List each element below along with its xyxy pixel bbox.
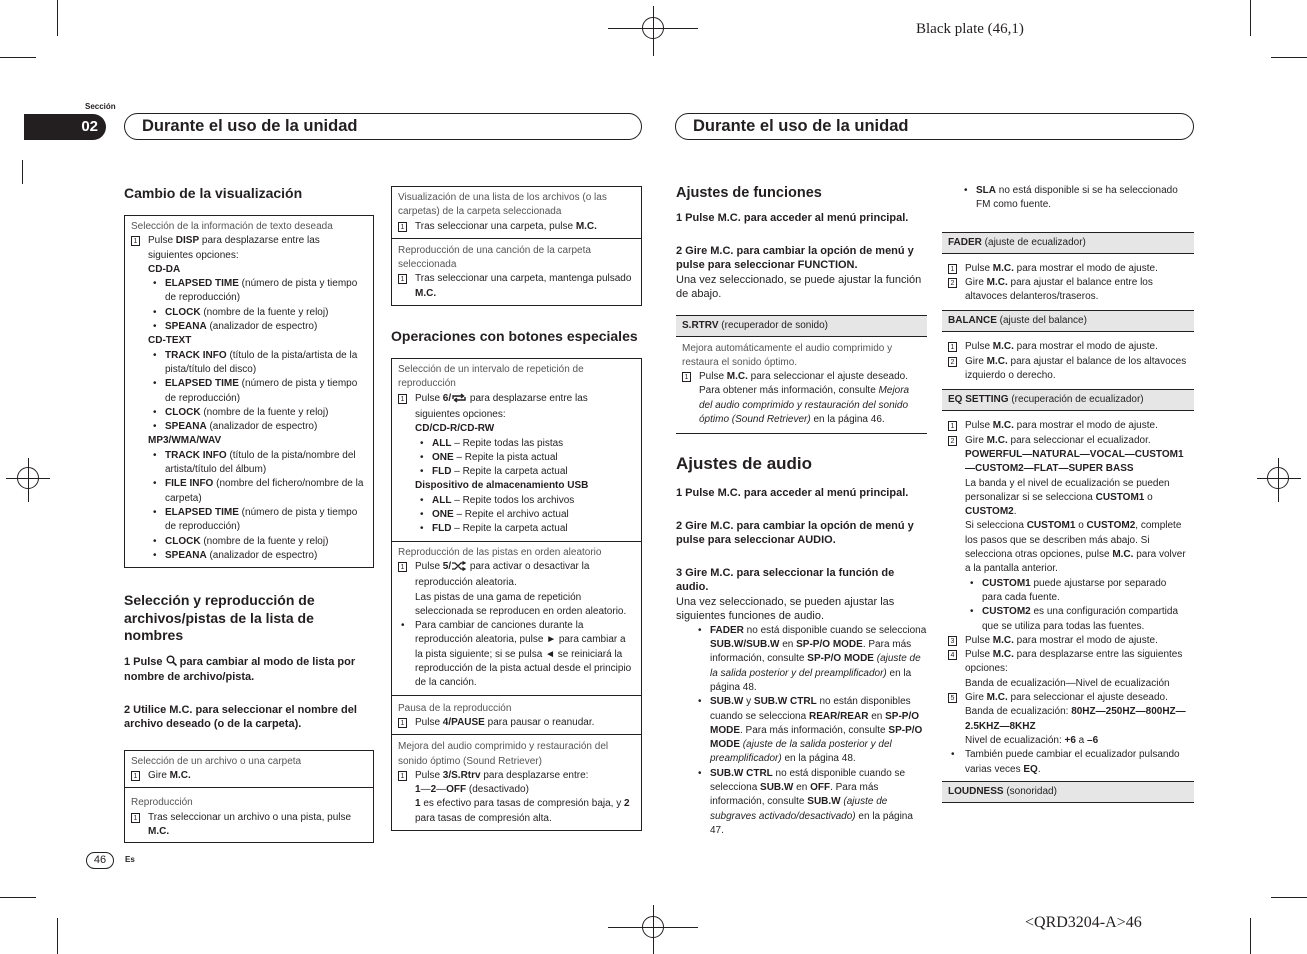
- caption: Selección de la información de texto deseada: [131, 221, 333, 232]
- crop-mark: [57, 0, 58, 36]
- step-1: 1 Pulse M.C. para acceder al menú principal.: [676, 212, 909, 224]
- step-1: 1 Pulse M.C. para acceder al menú principal.: [676, 487, 909, 500]
- step-2: 2 Gire M.C. para cambiar la opción de menú y pulse para seleccionar AUDIO.: [676, 519, 914, 547]
- crop-mark: [1250, 0, 1251, 36]
- loudness-header: LOUDNESS (sonoridad): [942, 781, 1194, 803]
- crop-mark: [0, 57, 36, 58]
- heading-display: Cambio de la visualización: [124, 185, 303, 201]
- file-select-box: Selección de un archivo o una carpeta 1 Gire M.C. Reproducción 1 Tras seleccionar un archivo o una pista, pulse M.C.: [124, 750, 374, 843]
- column-4: • SLA no está disponible si se ha seleccionado FM como fuente. FADER (ajuste de ecualizador) 1 Pulse M.C. para mostrar el modo de ajuste. 2 Gire M.C. para ajustar el balance entre los altavoces delanteros/traseros. BALANCE (ajuste del balance) 1 Pulse M.C. para mostrar el modo de ajuste. 2 Gire M.C. para ajustar el balance de los altavoces izquierdo o derecho. EQ SETTING (recuperación de ecualizador) 1 Pulse M.C. para mostrar el modo de ajuste. 2 Gire M.C. para seleccionar el ecualizador. POWERFUL—NATURAL—VOCAL—CUSTOM1—CUSTOM2—FLAT—SUPER BASS La banda y el nivel de ecualización se pueden personalizar si se selecciona CUSTOM1 o CUSTOM2. Si selecciona CUSTOM1 o CUSTOM2, complete los pasos que se describen más abajo. Si selecciona otras opciones, pulse M.C. para volver a la pantalla anterior. • CUSTOM1 puede ajustarse por separado para cada fuente. • CUSTOM2 es una configuración compartida que se utiliza para todas las fuentes. 3 Pulse M.C. para mostrar el modo de ajuste. 4 Pulse M.C. para desplazarse entre las siguientes opciones: Banda de ecualización—Nivel de ecualización 5 Gire M.C. para seleccionar el ajuste deseado. Banda de ecualización: 80HZ—250HZ—800HZ—2.5KHZ—8KHZ Nivel de ecualización: +6 a –6 • También puede cambiar el ecualizador pulsando varias veces EQ. LOUDNESS (sonoridad): [942, 184, 1194, 803]
- column-1: [124, 185, 374, 857]
- eq-header: EQ SETTING (recuperación de ecualizador): [942, 389, 1194, 411]
- crop-mark: [0, 897, 36, 898]
- registration-mark: [653, 6, 654, 56]
- registration-mark: [28, 458, 29, 502]
- section-number: 02: [24, 114, 106, 140]
- step-item: 1 Pulse DISP para desplazarse entre las siguientes opciones:: [131, 234, 367, 263]
- search-icon: [166, 655, 177, 671]
- special-buttons-box: Selección de un intervalo de repetición de reproducción 1 Pulse 6/ para desplazarse entre las siguientes opciones: CD/CD-R/CD-RW • ALL – Repite todas las pistas • ONE – Repite la pista actual • FLD – Repite la carpeta actual Dispositivo de almacenamiento USB • ALL – Repite todos los archivos • ONE – Repite el archivo actual • FLD – Repite la carpeta actual Reproducción de las pistas en orden aleatorio 1 Pulse 5/ para activar o desactivar la reproducción aleatoria. Las pistas de una gama de repetición seleccionada se reproducen en orden aleatorio. • Para cambiar de canciones durante la reproducción aleatoria, pulse ► para cambiar a la pista siguiente; si se pulsa ◄ se reiniciará la reproducción de la pista actual desde el principio de la canción. Pausa de la reproducción 1 Pulse 4/PAUSE para pausar o reanudar. Mejora del audio comprimido y restauración del sonido óptimo (Sound Retriever) 1 Pulse 3/S.Rtrv para desplazarse entre: 1—2—OFF (desactivado) 1 es efectivo para tasas de compresión baja, y 2 para tasas de compresión alta.: [391, 358, 642, 831]
- fader-header: FADER (ajuste de ecualizador): [942, 232, 1194, 254]
- display-box: Selección de la información de texto deseada 1 Pulse DISP para desplazarse entre las siguientes opciones: CD-DA • ELAPSED TIME (número de pista y tiempo de reproducción) • CLOCK (nombre de la fuente y reloj) • SPEANA (analizador de espectro) CD-TEXT • TRACK INFO (título de la pista/artista de la pista/título del disco) • ELAPSED TIME (número de pista y tiempo de reproducción) • CLOCK (nombre de la fuente y reloj) • SPEANA (analizador de espectro) MP3/WMA/WAV • TRACK INFO (título de la pista/nombre del artista/título del álbum) • FILE INFO (nombre del fichero/nombre de la carpeta) • ELAPSED TIME (número de pista y tiempo de reproducción) • CLOCK (nombre de la fuente y reloj) • SPEANA (analizador de espectro): [124, 215, 374, 568]
- heading-audio: Ajustes de audio: [676, 454, 813, 474]
- section-label: Sección: [85, 102, 116, 111]
- heading-special-buttons: Operaciones con botones especiales: [391, 328, 638, 345]
- eq-presets: POWERFUL—NATURAL—VOCAL—CUSTOM1—CUSTOM2—FLAT—SUPER BASS: [965, 448, 1184, 475]
- registration-mark: [1257, 478, 1301, 479]
- subhead: CD-TEXT: [148, 335, 192, 347]
- column-2: [391, 186, 642, 845]
- srtrv-block: S.RTRV (recuperador de sonido) Mejora automáticamente el audio comprimido y restaura el sonido óptimo. 1 Pulse M.C. para seleccionar el ajuste deseado. Para obtener más información, consulte Mejora del audio comprimido y restauración del sonido óptimo (Sound Retriever) en la página 46.: [676, 315, 927, 435]
- page-title-left: Durante el uso de la unidad: [124, 113, 642, 140]
- balance-header: BALANCE (ajuste del balance): [942, 310, 1194, 332]
- subhead: CD-DA: [148, 263, 181, 275]
- crop-mark: [1271, 897, 1307, 898]
- step-1: 1 Pulse para cambiar al modo de lista por nombre de archivo/pista.: [124, 655, 356, 684]
- crop-mark: [1250, 918, 1251, 954]
- folder-box: Visualización de una lista de los archivos (o las carpetas) de la carpeta seleccionada 1 Tras seleccionar una carpeta, pulse M.C. Reproducción de una canción de la carpeta seleccionada 1 Tras seleccionar una carpeta, mantenga pulsado M.C.: [391, 186, 642, 306]
- heading-functions: Ajustes de funciones: [676, 185, 822, 201]
- step-2: 2 Gire M.C. para cambiar la opción de menú y pulse para seleccionar FUNCTION.: [676, 244, 914, 271]
- page-number: 46: [86, 852, 114, 869]
- column-3: Ajustes de funciones 1 Pulse M.C. para acceder al menú principal. 2 Gire M.C. para cambiar la opción de menú y pulse para seleccionar FUNCTION. Una vez seleccionado, se puede ajustar la función de abajo. S.RTRV (recuperador de sonido) Mejora automáticamente el audio comprimido y restaura el sonido óptimo. 1 Pulse M.C. para seleccionar el ajuste deseado. Para obtener más información, consulte Mejora del audio comprimido y restauración del sonido óptimo (Sound Retriever) en la página 46. Ajustes de audio 1 Pulse M.C. para acceder al menú principal. 2 Gire M.C. para cambiar la opción de menú y pulse para seleccionar AUDIO. 3 Gire M.C. para seleccionar la función de audio. Una vez seleccionado, se pueden ajustar las siguientes funciones de audio. • FADER no está disponible cuando se selecciona SUB.W/SUB.W en SP-P/O MODE. Para más información, consulte SP-P/O MODE (ajuste de la salida posterior y del preamplificador) en la página 48. • SUB.W y SUB.W CTRL no están disponibles cuando se selecciona REAR/REAR en SP-P/O MODE. Para más información, consulte SP-P/O MODE (ajuste de la salida posterior y del preamplificador) en la página 48. • SUB.W CTRL no está disponible cuando se selecciona SUB.W en OFF. Para más información, consulte SUB.W (ajuste de subgraves activado/desactivado) en la página 47.: [676, 185, 927, 838]
- document-code: <QRD3204-A>46: [1025, 914, 1142, 931]
- crop-mark: [22, 160, 23, 184]
- crop-mark: [57, 918, 58, 954]
- repeat-icon: [451, 393, 467, 408]
- crop-mark: [1271, 57, 1307, 58]
- subhead: MP3/WMA/WAV: [148, 435, 222, 447]
- step-3: 3 Gire M.C. para seleccionar la función de audio.: [676, 566, 895, 594]
- language-code: Es: [125, 855, 135, 864]
- shuffle-icon: [451, 561, 467, 576]
- registration-mark: [1278, 458, 1279, 502]
- heading-select: Selección y reproducción de archivos/pistas de la lista de nombres: [124, 592, 315, 644]
- page-title-right: Durante el uso de la unidad: [675, 113, 1194, 140]
- step-2: 2 Utilice M.C. para seleccionar el nombre del archivo deseado (o de la carpeta).: [124, 703, 357, 731]
- registration-mark: [653, 905, 654, 954]
- plate-label: Black plate (46,1): [916, 21, 1024, 37]
